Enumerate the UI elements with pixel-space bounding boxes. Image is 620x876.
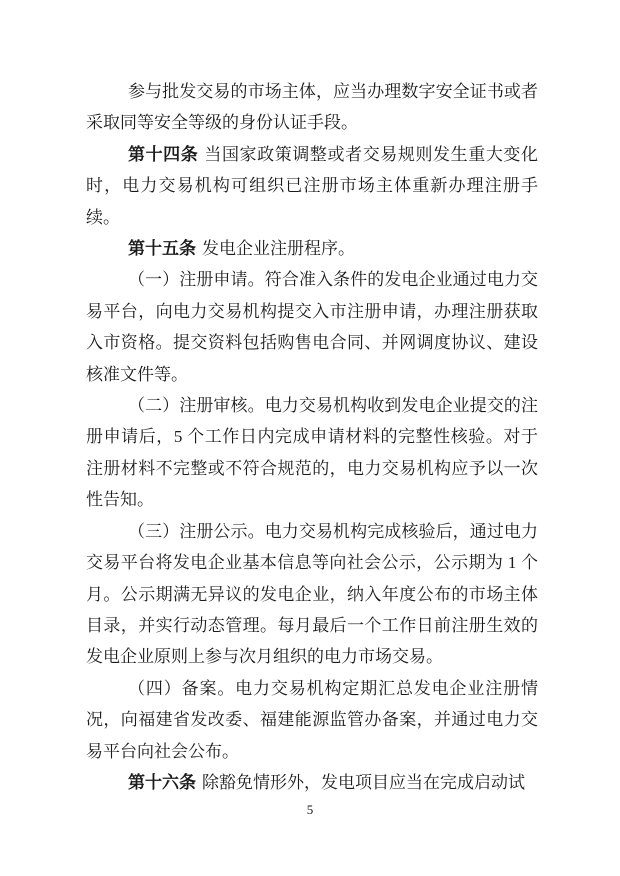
document-body xyxy=(86,76,538,798)
paragraph: （三）注册公示。电力交易机构完成核验后，通过电力交易平台将发电企业基本信息等向社会公示，公示期为 1 个月。公示期满无异议的发电企业，纳入年度公布的市场主体目录，并实行动态管理。每月最后一个工作日前注册生效的发电企业原则上参与次月组织的电力市场交易。 xyxy=(86,521,538,667)
paragraph: （二）注册审核。电力交易机构收到发电企业提交的注册申请后，5 个工作日内完成申请材料的完整性核验。对于注册材料不完整或不符合规范的，电力交易机构应予以一次性告知。 xyxy=(86,396,538,510)
paragraph: 第十五条 发电企业注册程序。 xyxy=(128,239,355,259)
article-number: 第十四条 xyxy=(128,144,199,164)
article-number: 第十五条 xyxy=(128,239,196,259)
paragraph: 第十四条 当国家政策调整或者交易规则发生重大变化时，电力交易机构可组织已注册市场主体重新办理注册手续。 xyxy=(86,144,539,227)
page-number: 5 xyxy=(306,802,314,817)
paragraph: 第十六条 除豁免情形外，发电项目应当在完成启动试 xyxy=(128,772,525,792)
paragraph: （一）注册申请。符合准入条件的发电企业通过电力交易平台，向电力交易机构提交入市注册申请，办理注册获取入市资格。提交资料包括购售电合同、并网调度协议、建设核准文件等。 xyxy=(86,270,538,384)
paragraph: 参与批发交易的市场主体，应当办理数字安全证书或者采取同等安全等级的身份认证手段。 xyxy=(86,82,538,133)
paragraph: （四）备案。电力交易机构定期汇总发电企业注册情况，向福建省发改委、福建能源监管办备案，并通过电力交易平台向社会公布。 xyxy=(86,678,538,761)
article-number: 第十六条 xyxy=(128,772,196,792)
